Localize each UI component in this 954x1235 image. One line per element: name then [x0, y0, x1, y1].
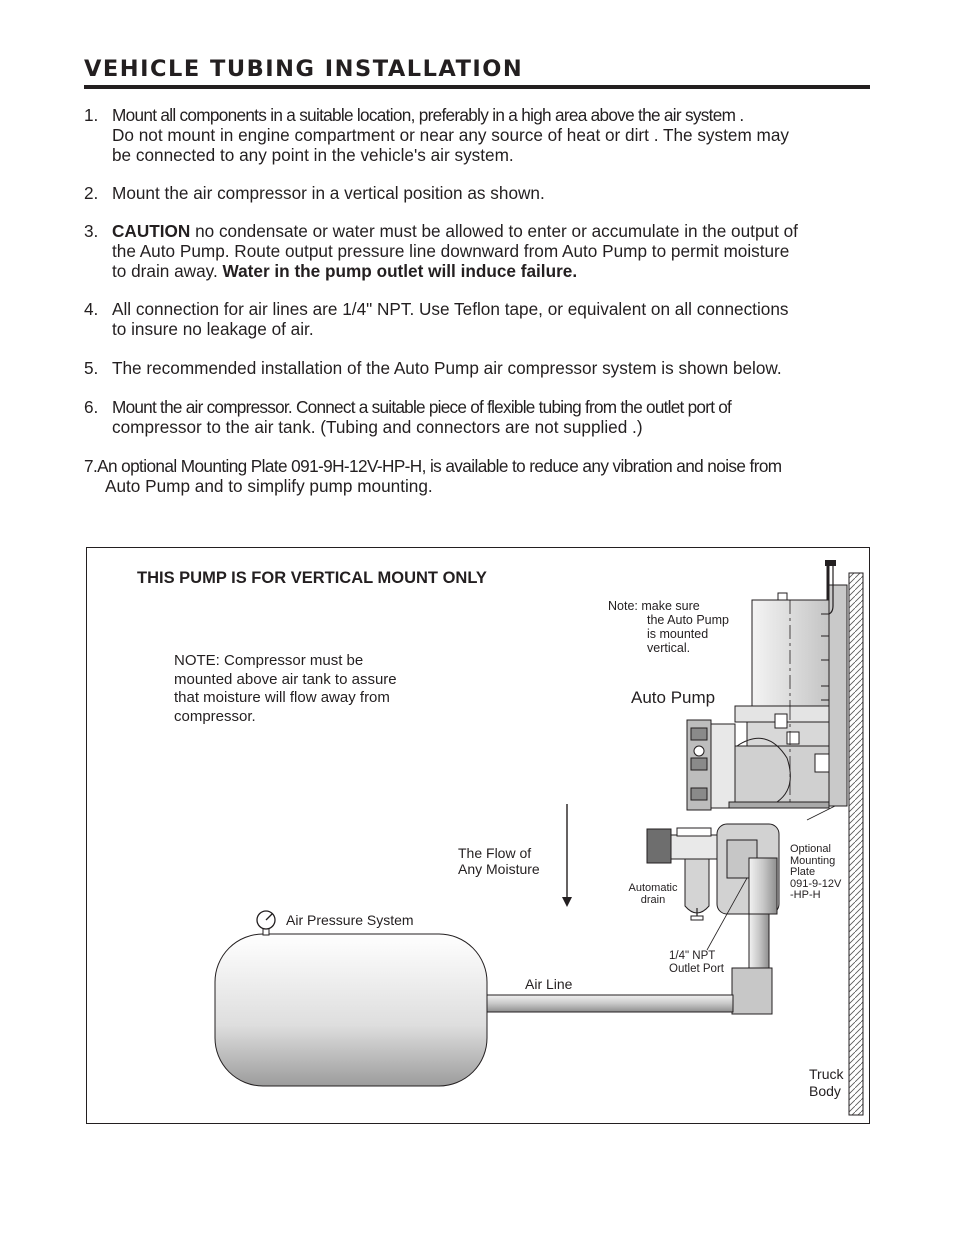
water-trap: [647, 828, 721, 920]
note-line: vertical.: [647, 641, 691, 655]
step-line: Do not mount in engine compartment or near any source of heat or dirt . The system may: [112, 125, 790, 145]
air-line-label: Air Line: [525, 976, 573, 992]
note-line: compressor.: [174, 708, 256, 726]
step-number: 7.: [84, 456, 98, 476]
step-number: 1.: [84, 105, 99, 125]
note-line: that moisture will flow away from: [174, 689, 390, 707]
step-line: be connected to any point in the vehicle's air system.: [112, 145, 514, 165]
air-tank: [215, 925, 487, 1086]
step-line: [112, 221, 872, 241]
step-number: 2.: [84, 183, 99, 203]
plate-line: 091-9-12V: [790, 877, 842, 890]
plate-line: -HP-H: [790, 889, 821, 901]
compressor-note: [174, 652, 397, 727]
air-line-pipe: [485, 995, 733, 1012]
note-line: mounted above air tank to assure: [174, 670, 397, 688]
pump-motor: [752, 593, 829, 706]
drain-line: drain: [640, 893, 666, 906]
step-line: [112, 261, 872, 281]
plate-line: Optional: [790, 843, 831, 855]
step-text: An optional Mounting Plate 091-9H-12V-HP-H, is available to reduce any vibration and noise from: [97, 456, 782, 476]
flow-label: [458, 846, 540, 877]
note-line: the Auto Pump: [647, 613, 730, 627]
truck-body-wall: [849, 573, 863, 1115]
step-number: 4.: [84, 299, 99, 319]
page-title: VEHICLE TUBING INSTALLATION: [84, 56, 524, 82]
diagram-drawing: [87, 548, 871, 1125]
pressure-gauge-icon: [257, 911, 275, 929]
note-line: NOTE: Compressor must be: [174, 652, 364, 669]
truck-line: Truck: [809, 1066, 844, 1082]
flow-line: Any Moisture: [458, 860, 540, 877]
truck-line: Body: [809, 1082, 841, 1099]
outlet-line: Outlet Port: [669, 962, 724, 975]
pump-head: [687, 706, 829, 810]
outlet-line: 1/4" NPT: [669, 950, 716, 962]
step-line: to insure no leakage of air.: [112, 319, 314, 339]
step-line: Mount the air compressor. Connect a suitable piece of flexible tubing from the outlet port of: [112, 397, 732, 417]
step-number: 6.: [84, 397, 99, 417]
step-line: The recommended installation of the Auto Pump air compressor system is shown below.: [112, 358, 782, 378]
step-line: [84, 456, 874, 476]
diagram-heading: THIS PUMP IS FOR VERTICAL MOUNT ONLY: [137, 569, 487, 587]
automatic-drain-label: [625, 883, 681, 906]
step-7: [84, 456, 874, 496]
installation-diagram: [86, 547, 870, 1124]
step-line: Mount all components in a suitable location, preferably in a high area above the air system .: [112, 105, 744, 125]
mounting-plate-label: [790, 844, 841, 902]
step-line: Auto Pump and to simplify pump mounting.: [105, 476, 433, 496]
caution-label: CAUTION: [112, 221, 191, 241]
air-pressure-label: Air Pressure System: [286, 912, 414, 928]
step-line: the Auto Pump. Route output pressure line downward from Auto Pump to permit moisture: [112, 241, 790, 261]
plate-line: Mounting: [790, 854, 836, 867]
step-line: compressor to the air tank. (Tubing and connectors are not supplied .): [112, 417, 643, 437]
step-text: to drain away.: [112, 261, 223, 281]
step-line: Mount the air compressor in a vertical position as shown.: [112, 183, 545, 203]
drain-line: Automatic: [628, 882, 678, 894]
caution-text: no condensate or water must be allowed to enter or accumulate in the output of: [190, 221, 798, 241]
plate-line: Plate: [790, 866, 816, 878]
auto-pump-label: Auto Pump: [631, 688, 716, 707]
failure-warning: Water in the pump outlet will induce failure.: [222, 261, 578, 281]
truck-body-label: [809, 1066, 843, 1099]
step-number: 5.: [84, 358, 99, 378]
flow-arrow-icon: [562, 804, 572, 907]
note-line: is mounted: [647, 627, 709, 641]
vertical-note: [608, 599, 729, 655]
step-line: All connection for air lines are 1/4" NPT. Use Teflon tape, or equivalent on all connections: [112, 299, 789, 319]
mounting-plate: [829, 585, 847, 806]
step-number: 3.: [84, 221, 99, 241]
outlet-pipe: [717, 824, 779, 1014]
flow-line: The Flow of: [458, 845, 532, 861]
title-rule: [84, 85, 870, 89]
note-line: Note: make sure: [608, 599, 700, 613]
outlet-port-label: [669, 950, 724, 975]
